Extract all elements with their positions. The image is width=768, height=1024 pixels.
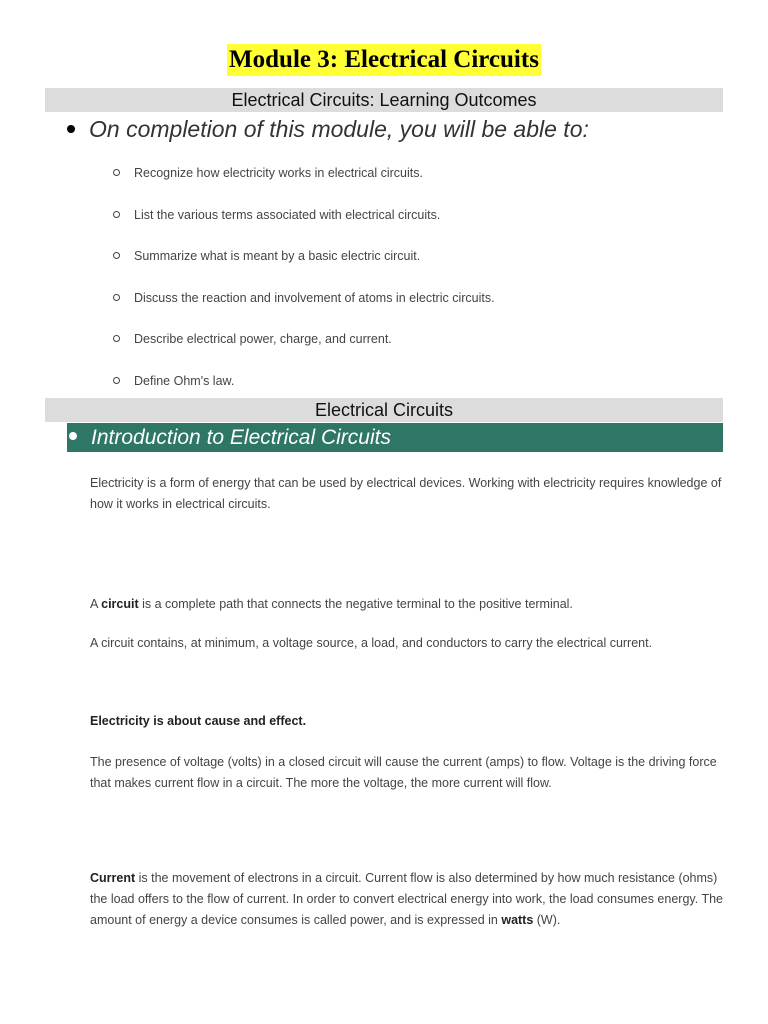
page-title: Module 3: Electrical Circuits: [227, 44, 541, 76]
paragraph-voltage: The presence of voltage (volts) in a closed circuit will cause the current (amps) to flow. Voltage is the driving force that makes current flow in a circuit. The more the voltage, the more current will flow.: [90, 755, 717, 790]
paragraph-electricity-energy: Electricity is a form of energy that can be used by electrical devices. Working with electricity requires knowledge of how it works in electrical circuits.: [90, 476, 722, 511]
circle-bullet-icon: [113, 294, 120, 301]
list-item: [113, 161, 495, 203]
text-span: is the movement of electrons in a circuit. Current flow is also determined by how much resistance (ohms) the load offers to the flow of current. In order to convert electrical energy into work, the load consumes energy. The amount of energy a device consumes is called power, and is expressed in: [90, 871, 723, 927]
subheading-cause-effect: [90, 711, 730, 732]
term-watts: watts: [501, 913, 534, 927]
completion-bullet: [67, 114, 589, 144]
list-item: [113, 203, 495, 245]
circle-bullet-icon: [113, 169, 120, 176]
title-wrap: [0, 44, 768, 76]
intro-heading: Introduction to Electrical Circuits: [91, 426, 391, 449]
outcomes-list: [113, 161, 495, 410]
bullet-icon: [69, 432, 77, 440]
circle-bullet-icon: [113, 335, 120, 342]
circle-bullet-icon: [113, 377, 120, 384]
text-span: (W).: [533, 913, 561, 927]
bold-text: Electricity is about cause and effect.: [90, 714, 307, 728]
intro-heading-bar: [67, 423, 723, 452]
term-circuit: circuit: [101, 597, 139, 611]
paragraph-circuit-definition: [90, 594, 730, 615]
text-span: A: [90, 597, 102, 611]
outcome-text: Discuss the reaction and involvement of atoms in electric circuits.: [134, 290, 495, 305]
list-item: [113, 327, 495, 369]
term-current: Current: [90, 871, 136, 885]
text-span: is a complete path that connects the negative terminal to the positive terminal.: [138, 597, 573, 611]
completion-text: On completion of this module, you will be able to:: [89, 116, 589, 142]
outcome-text: Summarize what is meant by a basic electric circuit.: [134, 249, 421, 263]
circle-bullet-icon: [113, 252, 120, 259]
circle-bullet-icon: [113, 211, 120, 218]
paragraph-circuit-contents: A circuit contains, at minimum, a voltage source, a load, and conductors to carry the electrical current.: [90, 636, 653, 650]
list-item: [113, 286, 495, 328]
bullet-icon: [67, 125, 75, 133]
outcome-text: Describe electrical power, charge, and current.: [134, 332, 392, 346]
paragraph-current: [90, 868, 730, 931]
outcome-text: Define Ohm's law.: [134, 373, 235, 388]
list-item: [113, 244, 495, 286]
outcome-text: Recognize how electricity works in electrical circuits.: [134, 166, 423, 180]
outcome-text: List the various terms associated with electrical circuits.: [134, 207, 441, 222]
electrical-circuits-header: Electrical Circuits: [45, 398, 723, 422]
learning-outcomes-header: Electrical Circuits: Learning Outcomes: [45, 88, 723, 112]
